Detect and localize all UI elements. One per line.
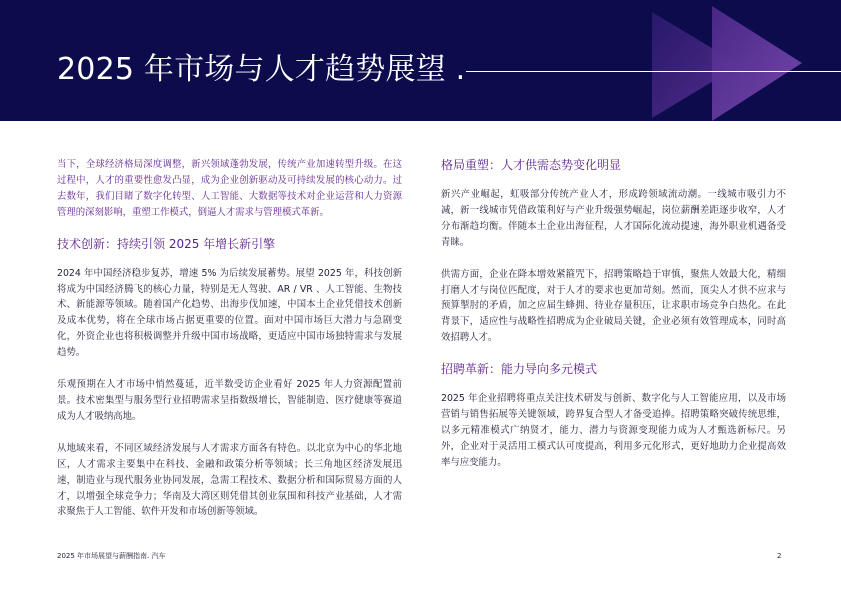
section-heading-recruitment: 招聘革新：能力导向多元模式	[441, 362, 598, 377]
page-title: 2025 年市场与人才趋势展望 .	[57, 52, 466, 87]
intro-paragraph: 当下，全球经济格局深度调整，新兴领域蓬勃发展，传统产业加速转型升级。在这过程中，人才的重要性愈发凸显，成为企业创新驱动及可持续发展的核心动力。过去数年，我们目睹了数字化转型、人工智能、大数据等技术对企业运营和人力资源管理的深刻影响，重塑工作模式，倒逼人才需求与管理模式革新。	[57, 159, 402, 218]
section-heading-landscape: 格局重塑：人才供需态势变化明显	[441, 158, 622, 172]
right-column	[441, 157, 786, 471]
body-paragraph: 从地域来看，不同区域经济发展与人才需求方面各有特色。以北京为中心的华北地区，人才需求主要集中在科技、金融和政策分析等领域；长三角地区经济发展迅速，制造业与现代服务业协同发展，急需工程技术、数据分析和国际贸易方面的人才，以增强全球竞争力；华南及大湾区则凭借其创业氛围和科技产业基础，人才需求聚焦于人工智能、软件开发和市场创新等领域。	[57, 442, 402, 518]
section-heading-tech-innovation: 技术创新：持续引领 2025 年增长新引擎	[57, 236, 276, 251]
body-paragraph: 供需方面，企业在降本增效紧箍咒下，招聘策略趋于审慎，聚焦人效最大化，精细打磨人才与岗位匹配度，对于人才的要求也更加苛刻。然而，顶尖人才供不应求与预算掣肘的矛盾，加之应届生蜂拥、待业存量积压，让求职市场竞争白热化。在此背景下，适应性与战略性招聘成为企业破局关键，企业必须有效管理成本，同时高效招聘人才。	[441, 268, 786, 344]
body-paragraph: 新兴产业崛起，虹吸部分传统产业人才，形成跨领域流动潮。一线城市吸引力不减，新一线城市凭借政策利好与产业升级强势崛起，岗位薪酬差距逐步收窄，人才分布渐趋均衡。伴随本土企业出海征程，人才国际化流动提速，海外职业机遇备受青睐。	[441, 189, 786, 248]
title-rule	[466, 71, 841, 72]
arrow-shape-front	[712, 6, 802, 121]
body-paragraph: 2024 年中国经济稳步复苏，增速 5% 为后续发展蓄势。展望 2025 年，科技创新将成为中国经济腾飞的核心力量，特别是无人驾驶、AR / VR 、人工智能、生物技术、新能源等领域。随着国产化趋势、出海步伐加速，中国本土企业凭借技术创新及成本优势，将在全球市场占据更重要的位置。面对中国市场巨大潜力与急剧变化，外资企业也将积极调整并升级中国市场战略，更适应中国市场独特需求与发展趋势。	[57, 267, 402, 359]
play-arrows-decoration	[640, 0, 841, 121]
body-paragraph: 乐观预期在人才市场中悄然蔓延，近半数受访企业看好 2025 年人力资源配置前景。技术密集型与服务型行业招聘需求呈指数级增长，智能制造、医疗健康等赛道成为人才吸纳高地。	[57, 379, 402, 422]
footer-document-title: 2025 年市场展望与薪酬指南. 汽车	[57, 552, 166, 560]
page-header	[0, 0, 841, 121]
body-paragraph: 2025 年企业招聘将重点关注技术研发与创新、数字化与人工智能应用，以及市场营销与销售拓展等关键领域，跨界复合型人才备受追捧。招聘策略突破传统思维，以多元精准模式广纳贤才，能力、潜力与资源变现能力成为人才甄选新标尺。另外，企业对于灵活用工模式认可度提高，利用多元化形式，更好地助力企业提高效率与应变能力。	[441, 393, 786, 468]
left-column	[57, 157, 402, 520]
page-number: 2	[777, 552, 782, 560]
